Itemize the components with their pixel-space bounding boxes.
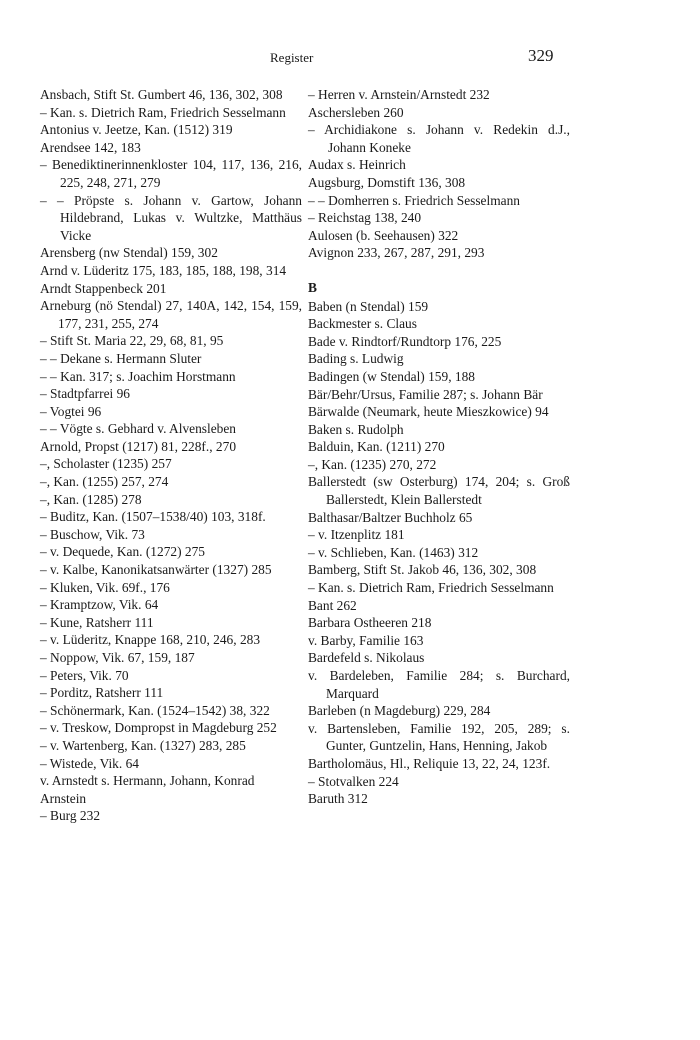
index-entry: Bär/Behr/Ursus, Familie 287; s. Johann Bär: [308, 386, 543, 402]
index-entry: Bading s. Ludwig: [308, 351, 404, 367]
index-entry: Bärwalde (Neumark, heute Mieszkowice) 94: [308, 404, 549, 420]
index-subentry: – Herren v. Arnstein/Arnstedt 232: [308, 87, 490, 102]
index-entry: Bardefeld s. Nikolaus: [308, 650, 425, 666]
index-entry: Barbara Ostheeren 218: [308, 615, 432, 631]
index-entry: –, Kan. (1285) 278: [40, 491, 142, 507]
index-entry: Bade v. Rindtorf/Rundtorp 176, 225: [308, 333, 502, 349]
index-entry: v. Bardeleben, Familie 284; s. Burchard, Marquard: [308, 668, 570, 701]
index-entry: Aulosen (b. Seehausen) 322: [308, 227, 459, 243]
index-subentry: – – Vögte s. Gebhard v. Alvensleben: [40, 421, 236, 437]
index-subentry: – Kune, Ratsherr 111: [40, 614, 154, 630]
index-entry: Arendsee 142, 183: [40, 139, 141, 155]
index-entry: Balthasar/Baltzer Buchholz 65: [308, 509, 473, 525]
index-subentry: – Reichstag 138, 240: [308, 210, 422, 226]
index-entry: Bartholomäus, Hl., Reliquie 13, 22, 24, 123f.: [308, 755, 551, 771]
index-subentry: – – Kan. 317; s. Joachim Horstmann: [40, 368, 236, 384]
index-subentry: – Buditz, Kan. (1507–1538/40) 103, 318f.: [40, 509, 266, 525]
index-subentry: – Schönermark, Kan. (1524–1542) 38, 322: [40, 702, 270, 718]
index-subentry: – Kluken, Vik. 69f., 176: [40, 579, 170, 595]
index-entry: Arndt Stappenbeck 201: [40, 280, 167, 296]
index-subentry: – Kan. s. Dietrich Ram, Friedrich Sesselmann: [308, 580, 554, 596]
index-column-left: [40, 86, 302, 825]
index-subentry: – Vogtei 96: [40, 403, 102, 419]
index-column-right: [308, 86, 570, 808]
index-subentry: – Porditz, Ratsherr 111: [40, 685, 164, 701]
section-letter: B: [308, 279, 317, 295]
index-entry: Ballerstedt (sw Osterburg) 174, 204; s. Groß Ballerstedt, Klein Ballerstedt: [308, 474, 570, 508]
index-subentry: – Stadtpfarrei 96: [40, 386, 130, 402]
index-subentry: – Wistede, Vik. 64: [40, 755, 139, 771]
index-subentry: – Peters, Vik. 70: [40, 667, 129, 683]
index-subentry: – Buschow, Vik. 73: [40, 526, 145, 542]
index-entry: Arneburg (nö Stendal) 27, 140A, 142, 154, 159, 177, 231, 255, 274: [40, 298, 302, 331]
running-title: Register: [270, 50, 314, 65]
index-entry: Badingen (w Stendal) 159, 188: [308, 368, 475, 384]
index-entry: Arnold, Propst (1217) 81, 228f., 270: [40, 438, 237, 454]
index-entry: Bamberg, Stift St. Jakob 46, 136, 302, 308: [308, 562, 537, 578]
index-subentry: – Kramptzow, Vik. 64: [40, 597, 159, 613]
index-subentry: – v. Schlieben, Kan. (1463) 312: [308, 544, 479, 560]
index-entry: Aschersleben 260: [308, 104, 404, 120]
index-entry: –, Kan. (1255) 257, 274: [40, 474, 169, 490]
index-subentry: – – Pröpste s. Johann v. Gartow, Johann Hildebrand, Lukas v. Wultzke, Matthäus Vicke: [40, 192, 302, 243]
index-subentry: – Noppow, Vik. 67, 159, 187: [40, 650, 195, 665]
index-subentry: – v. Treskow, Dompropst in Magdeburg 252: [40, 720, 277, 736]
index-entry: Baruth 312: [308, 791, 368, 807]
index-subentry: – v. Kalbe, Kanonikatsanwärter (1327) 285: [40, 562, 272, 578]
index-subentry: – Kan. s. Dietrich Ram, Friedrich Sesselmann: [40, 104, 286, 120]
index-entry: Arensberg (nw Stendal) 159, 302: [40, 245, 218, 261]
index-entry: Avignon 233, 267, 287, 291, 293: [308, 245, 485, 261]
index-subentry: – – Dekane s. Hermann Sluter: [40, 350, 202, 366]
index-subentry: – v. Lüderitz, Knappe 168, 210, 246, 283: [40, 632, 261, 648]
index-entry: v. Arnstedt s. Hermann, Johann, Konrad: [40, 773, 255, 789]
index-subentry: – v. Dequede, Kan. (1272) 275: [40, 544, 205, 560]
index-entry: Barleben (n Magdeburg) 229, 284: [308, 703, 491, 719]
index-subentry: – Stotvalken 224: [308, 773, 399, 789]
index-entry: Arnstein: [40, 790, 87, 806]
index-entry: v. Barby, Familie 163: [308, 632, 424, 648]
index-entry: –, Kan. (1235) 270, 272: [308, 456, 437, 472]
index-subentry: – v. Wartenberg, Kan. (1327) 283, 285: [40, 737, 246, 753]
index-entry: Backmester s. Claus: [308, 316, 417, 332]
index-entry: Balduin, Kan. (1211) 270: [308, 439, 445, 455]
page-number: 329: [528, 46, 554, 65]
index-subentry: – – Domherren s. Friedrich Sesselmann: [308, 192, 520, 208]
index-subentry: – Burg 232: [40, 808, 101, 824]
index-subentry: – Benediktinerinnenkloster 104, 117, 136, 216, 225, 248, 271, 279: [40, 157, 302, 190]
index-entry: Audax s. Heinrich: [308, 157, 406, 173]
index-entry: Augsburg, Domstift 136, 308: [308, 174, 466, 190]
index-entry: Antonius v. Jeetze, Kan. (1512) 319: [40, 122, 233, 138]
index-entry: v. Bartensleben, Familie 192, 205, 289; s. Gunter, Guntzelin, Hans, Henning, Jakob: [308, 720, 570, 754]
index-entry: Arnd v. Lüderitz 175, 183, 185, 188, 198, 314: [40, 262, 287, 278]
index-entry: –, Scholaster (1235) 257: [40, 456, 172, 472]
index-subentry: – Archidiakone s. Johann v. Redekin d.J., Johann Koneke: [308, 122, 570, 155]
index-subentry: – v. Itzenplitz 181: [308, 527, 405, 543]
index-entry: Baken s. Rudolph: [308, 421, 404, 437]
index-entry: Bant 262: [308, 597, 357, 613]
index-entry: Baben (n Stendal) 159: [308, 298, 429, 314]
page-header: [0, 46, 700, 70]
index-entry: Ansbach, Stift St. Gumbert 46, 136, 302, 308: [40, 87, 283, 102]
index-subentry: – Stift St. Maria 22, 29, 68, 81, 95: [40, 333, 224, 349]
